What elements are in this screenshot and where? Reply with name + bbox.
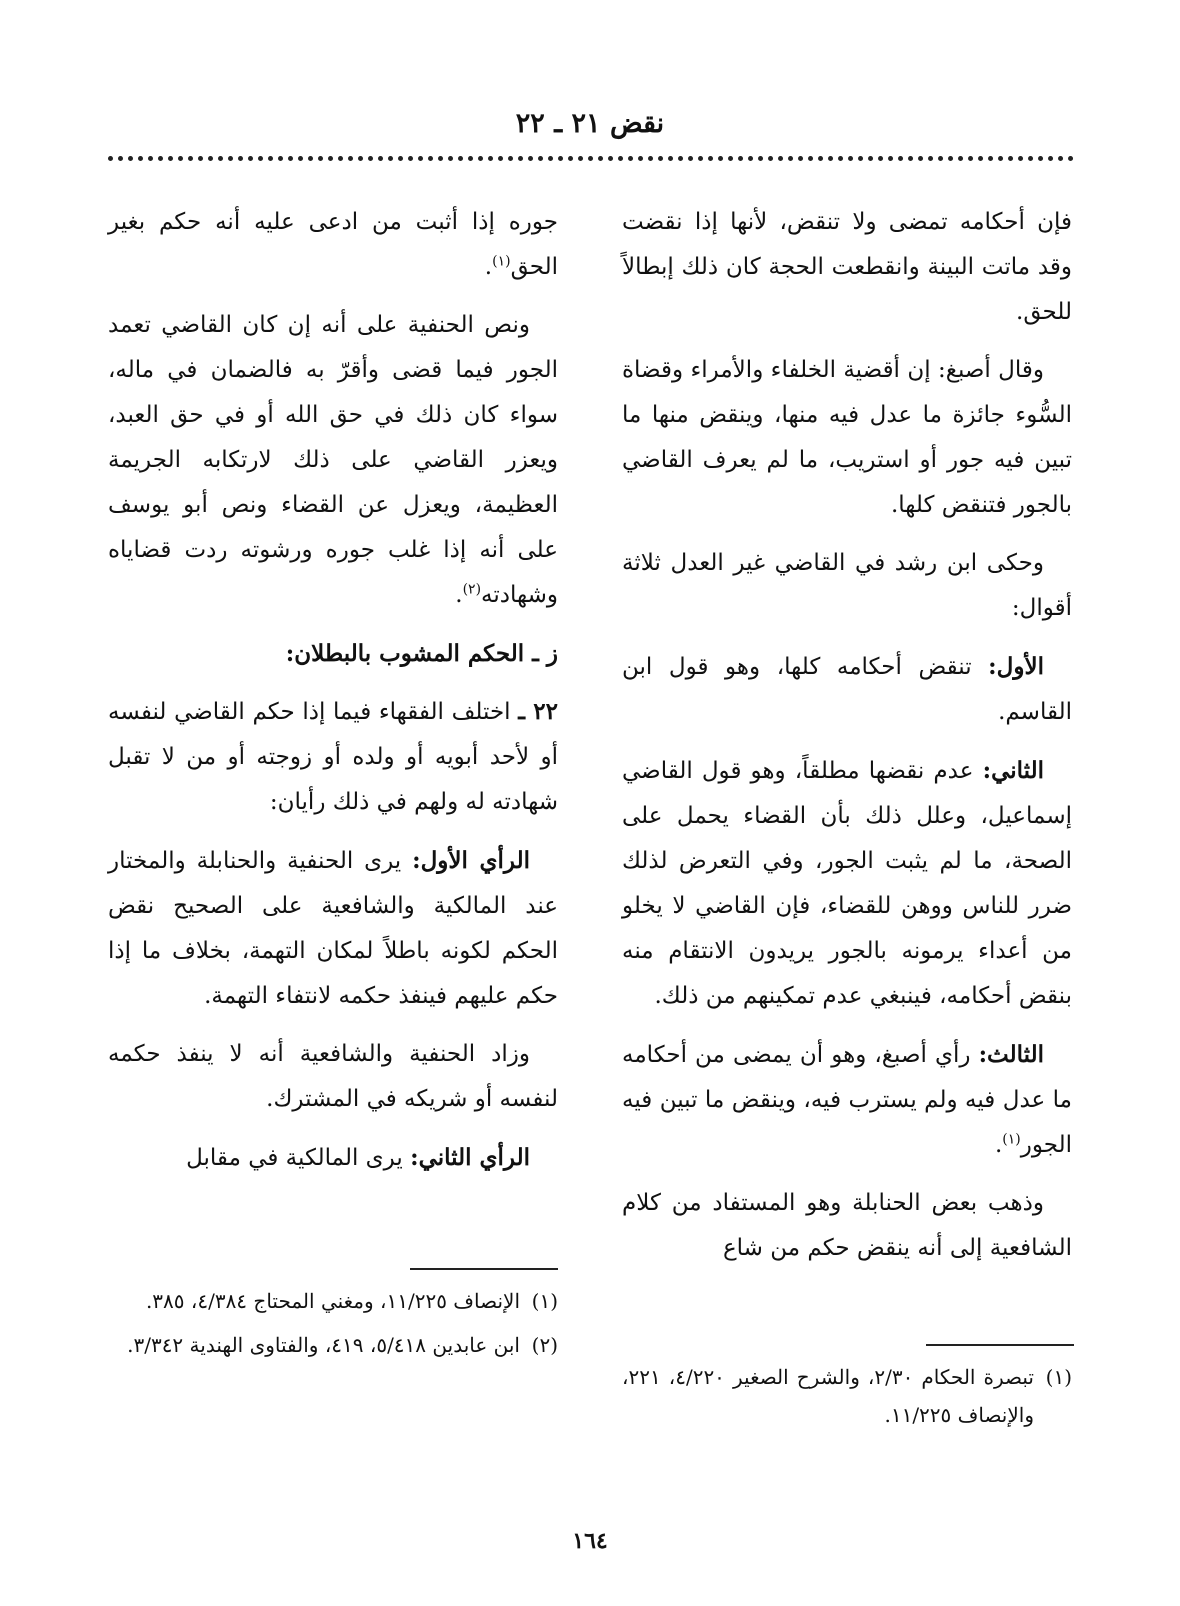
paragraph [108, 838, 558, 1019]
paragraph-label: الثالث: [978, 1041, 1044, 1068]
paragraph-label: الرأي الأول: [412, 847, 530, 874]
paragraph [108, 303, 558, 618]
paragraph-end: . [455, 582, 463, 608]
paragraph [108, 689, 558, 825]
paragraph-text: وحكى ابن رشد في القاضي غير العدل ثلاثة أقوال: [622, 550, 1072, 621]
footnote [622, 1358, 1072, 1434]
footnote [108, 1282, 558, 1320]
footnote-separator [926, 1344, 1074, 1346]
paragraph-label: الرأي الثاني: [410, 1144, 530, 1171]
footnote-separator [410, 1268, 558, 1270]
paragraph [622, 541, 1072, 631]
footnote-text: تبصرة الحكام ٢/٣٠، والشرح الصغير ٤/٢٢٠، ٢٢١، والإنصاف ١١/٢٢٥. [622, 1365, 1034, 1427]
footnote-number: (١) [531, 1289, 558, 1313]
paragraph [622, 200, 1072, 335]
paragraph-end: . [994, 1132, 1003, 1158]
footnotes-left [108, 1282, 558, 1370]
paragraph [622, 348, 1072, 528]
footnotes-right [622, 1358, 1072, 1440]
paragraph-text: وذهب بعض الحنابلة وهو المستفاد من كلام الشافعية إلى أنه ينقض حكم من شاع [622, 1190, 1072, 1261]
header-dotted-rule [108, 156, 1074, 161]
paragraph-end: . [484, 254, 493, 280]
paragraph [108, 1135, 558, 1181]
paragraph-label: الثاني: [982, 757, 1044, 784]
paragraph-text: وزاد الحنفية والشافعية أنه لا ينفذ حكمه لنفسه أو شريكه في المشترك. [108, 1041, 558, 1112]
left-column [108, 200, 558, 1194]
paragraph [622, 1032, 1072, 1168]
paragraph-text: وقال أصبغ: إن أقضية الخلفاء والأمراء وقضاة السُّوء جائزة ما عدل فيه منها، وينقض منها ما تبين فيه جور أو استريب، ما لم يعرف القاضي بالجور فتنقض كلها. [622, 357, 1072, 518]
paragraph-text: يرى الحنفية والحنابلة والمختار عند المالكية والشافعية على الصحيح نقض الحكم لكونه باطلاً لمكان التهمة، بخلاف ما إذا حكم عليهم فينفذ حكمه لانتفاء التهمة. [108, 848, 558, 1009]
footnote [108, 1326, 558, 1364]
paragraph-text: تنقض أحكامه كلها، وهو قول ابن القاسم. [622, 654, 1072, 725]
page-number: ١٦٤ [572, 1528, 608, 1554]
paragraph-number: ٢٢ ـ [518, 698, 558, 725]
right-column [622, 200, 1072, 1284]
footnote-text: الإنصاف ١١/٢٢٥، ومغني المحتاج ٤/٣٨٤، ٣٨٥. [145, 1289, 520, 1313]
paragraph [108, 200, 558, 290]
paragraph [622, 1181, 1072, 1271]
paragraph-text: رأي أصبغ، وهو أن يمضى من أحكامه ما عدل فيه ولم يسترب فيه، وينقض ما تبين فيه الجور [622, 1042, 1072, 1158]
footnote-number: (١) [1045, 1365, 1072, 1389]
footnote-ref[interactable]: (٢) [462, 581, 482, 598]
paragraph-text: ونص الحنفية على أنه إن كان القاضي تعمد الجور فيما قضى وأقرّ به فالضمان في ماله، سواء كان ذلك في حق الله أو في حق العبد، ويعزر القاضي على ذلك لارتكابه الجريمة العظيمة، ويعزل عن القضاء ونص أبو يوسف على أنه إذا غلب جوره ورشوته ردت قضاياه وشهادته [108, 312, 558, 608]
footnote-number: (٢) [531, 1333, 558, 1357]
paragraph-text: اختلف الفقهاء فيما إذا حكم القاضي لنفسه أو لأحد أبويه أو ولده أو زوجته أو من لا تقبل شهادته له ولهم في ذلك رأيان: [108, 699, 558, 815]
footnote-text: ابن عابدين ٥/٤١٨، ٤١٩، والفتاوى الهندية ٣/٣٤٢. [127, 1333, 520, 1357]
paragraph [622, 644, 1072, 735]
section-heading: ز ـ الحكم المشوب بالبطلان: [285, 640, 558, 667]
footnote-ref[interactable]: (١) [1002, 1131, 1021, 1148]
footnote-ref[interactable]: (١) [492, 253, 511, 270]
paragraph-label: الأول: [988, 653, 1044, 680]
paragraph-text: جوره إذا أثبت من ادعى عليه أنه حكم بغير الحق [108, 209, 558, 280]
paragraph-text: يرى المالكية في مقابل [186, 1145, 411, 1171]
paragraph-text: عدم نقضها مطلقاً، وهو قول القاضي إسماعيل، وعلل ذلك بأن القضاء يحمل على الصحة، ما لم يثبت الجور، وفي التعرض لذلك ضرر للناس ووهن للقضاء، فإن القاضي لا يخلو من أعداء يرمونه بالجور يريدون الانتقام منه بنقض أحكامه، فينبغي عدم تمكينهم من ذلك. [622, 758, 1072, 1009]
running-title: نقض ٢١ ـ ٢٢ [515, 108, 665, 139]
paragraph [622, 748, 1072, 1019]
paragraph [108, 1032, 558, 1122]
paragraph-text: فإن أحكامه تمضى ولا تنقض، لأنها إذا نقضت وقد ماتت البينة وانقطعت الحجة كان ذلك إبطالاً للحق. [622, 209, 1072, 325]
